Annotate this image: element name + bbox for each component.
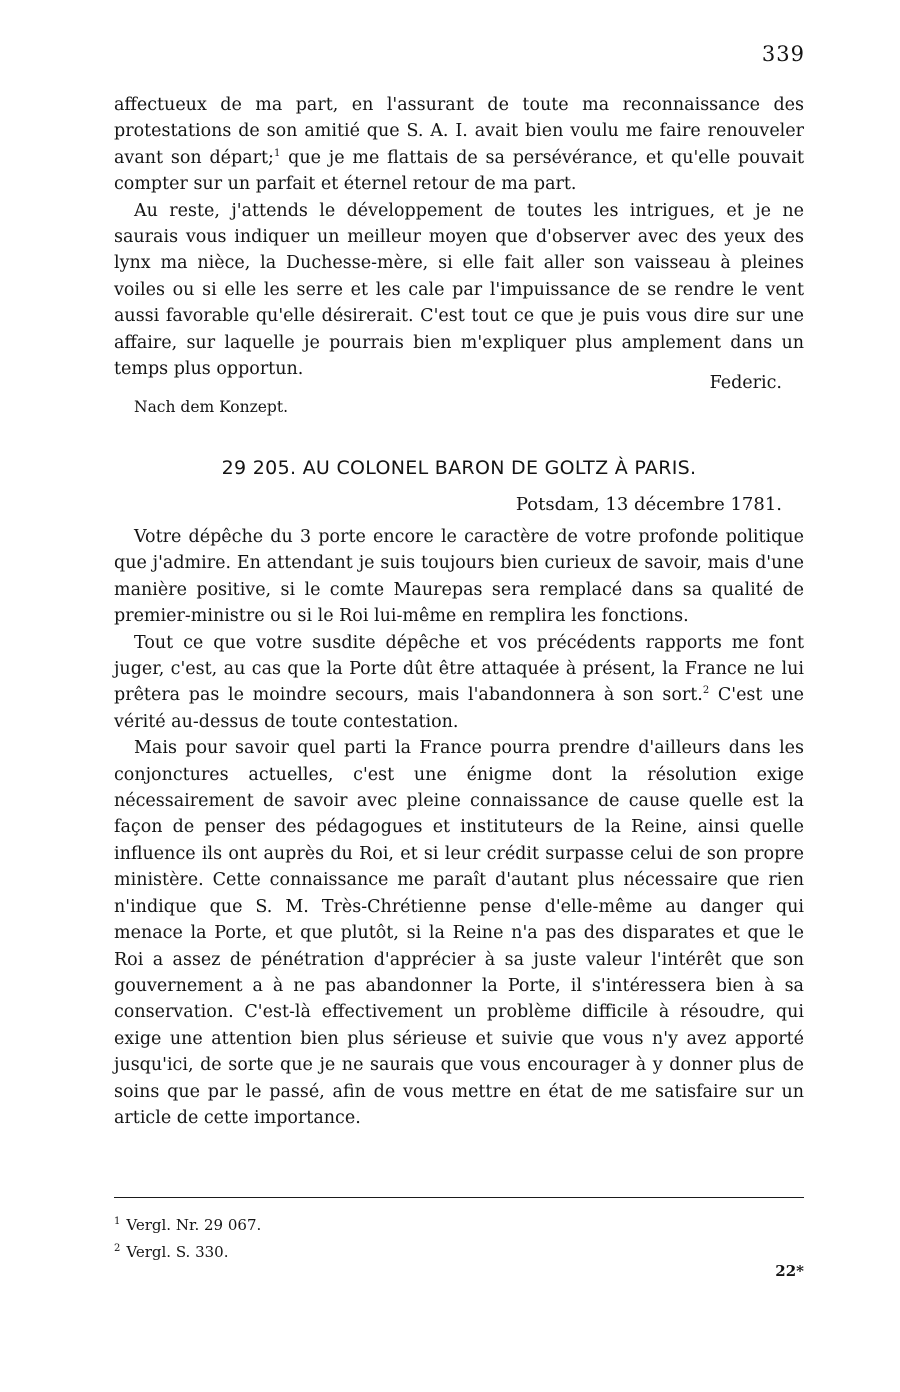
footnote — [114, 1237, 514, 1264]
paragraph: Au reste, j'attends le développement de toutes les intrigues, et je ne saurais vous indiquer un meilleur moyen que d'observer avec des yeux des lynx ma nièce, la Duchesse-mère, si elle fait aller son vaisseau à pleines voiles ou si elle les serre et les cale par l'impuissance de se rendre le vent aussi favorable qu'elle désirerait. C'est tout ce que je puis vous dire sur une affaire, sur laquelle je pourrais bien m'expliquer plus amplement dans un temps plus opportun. — [114, 200, 804, 380]
paragraph-text: Tout ce que votre susdite dépêche et vos précédents rapports me font juger, c'est, au cas que la Porte dût être attaquée à présent, la France ne lui prêtera pas le moindre secours, mais l'abandonnera à son sort. — [114, 632, 804, 706]
footnote-ref-2: 2 — [702, 685, 710, 697]
paragraph-text: C'est une vérité au-dessus de toute contestation. — [114, 685, 804, 732]
signature: Federic. — [709, 373, 782, 393]
footnote — [114, 1210, 514, 1237]
letter-heading: 29 205. AU COLONEL BARON DE GOLTZ À PARIS. — [221, 457, 697, 479]
footnote-divider — [114, 1197, 804, 1198]
page-number: 339 — [761, 42, 805, 66]
continuation-text — [114, 92, 804, 382]
footnote-text: Vergl. S. 330. — [126, 1243, 229, 1261]
paragraph: Votre dépêche du 3 porte encore le caractère de votre profonde politique que j'admire. En attendant je suis toujours bien curieux de savoir, mais d'une manière positive, si le comte Maurepas sera remplacé dans sa qualité de premier-ministre ou si le Roi lui-même en remplira les fonctions. — [114, 527, 804, 627]
paragraph-text: affectueux de ma part, en l'assurant de toute ma reconnaissance des protestations de son amitié que S. A. I. avait bien voulu me faire renouveler avant son départ; — [114, 95, 804, 168]
footnote-text: Vergl. Nr. 29 067. — [126, 1216, 262, 1234]
footnote-ref-1: 1 — [273, 147, 281, 159]
letter-body — [114, 524, 804, 1131]
footnotes — [114, 1210, 514, 1264]
signature-mark: 22* — [775, 1262, 804, 1280]
footnote-mark: 1 — [114, 1216, 121, 1227]
source-note: Nach dem Konzept. — [134, 398, 289, 416]
place-date: Potsdam, 13 décembre 1781. — [515, 494, 782, 515]
paragraph: Mais pour savoir quel parti la France pourra prendre d'ailleurs dans les conjonctures actuelles, c'est une énigme dont la résolution exige nécessairement de savoir avec pleine connaissance de cause quelle est la façon de penser des pédagogues et instituteurs de la Reine, ainsi quelle influence ils ont auprès du Roi, et si leur crédit surpasse celui de son propre ministère. Cette connaissance me paraît d'autant plus nécessaire que rien n'indique que S. M. Très-Chrétienne pense d'elle-même au danger qui menace la Porte, et que plutôt, si la Reine n'a pas des disparates et que le Roi a assez de pénétration d'apprécier à sa juste valeur l'intérêt que son gouvernement a à ne pas abandonner la Porte, il s'intéressera bien à sa conservation. C'est-là effectivement un problème difficile à résoudre, qui exige une attention bien plus sérieuse et suivie que vous n'y avez apporté jusqu'ici, de sorte que je ne saurais que vous encourager à y donner plus de soins que par le passé, afin de vous mettre en état de me satisfaire sur un article de cette importance. — [114, 738, 804, 1128]
footnote-mark: 2 — [114, 1243, 121, 1254]
paragraph-text: que je me flattais de sa persévérance, et qu'elle pouvait compter sur un parfait et éternel retour de ma part. — [114, 147, 804, 195]
paragraph — [114, 630, 804, 736]
paragraph-continued — [114, 92, 804, 198]
